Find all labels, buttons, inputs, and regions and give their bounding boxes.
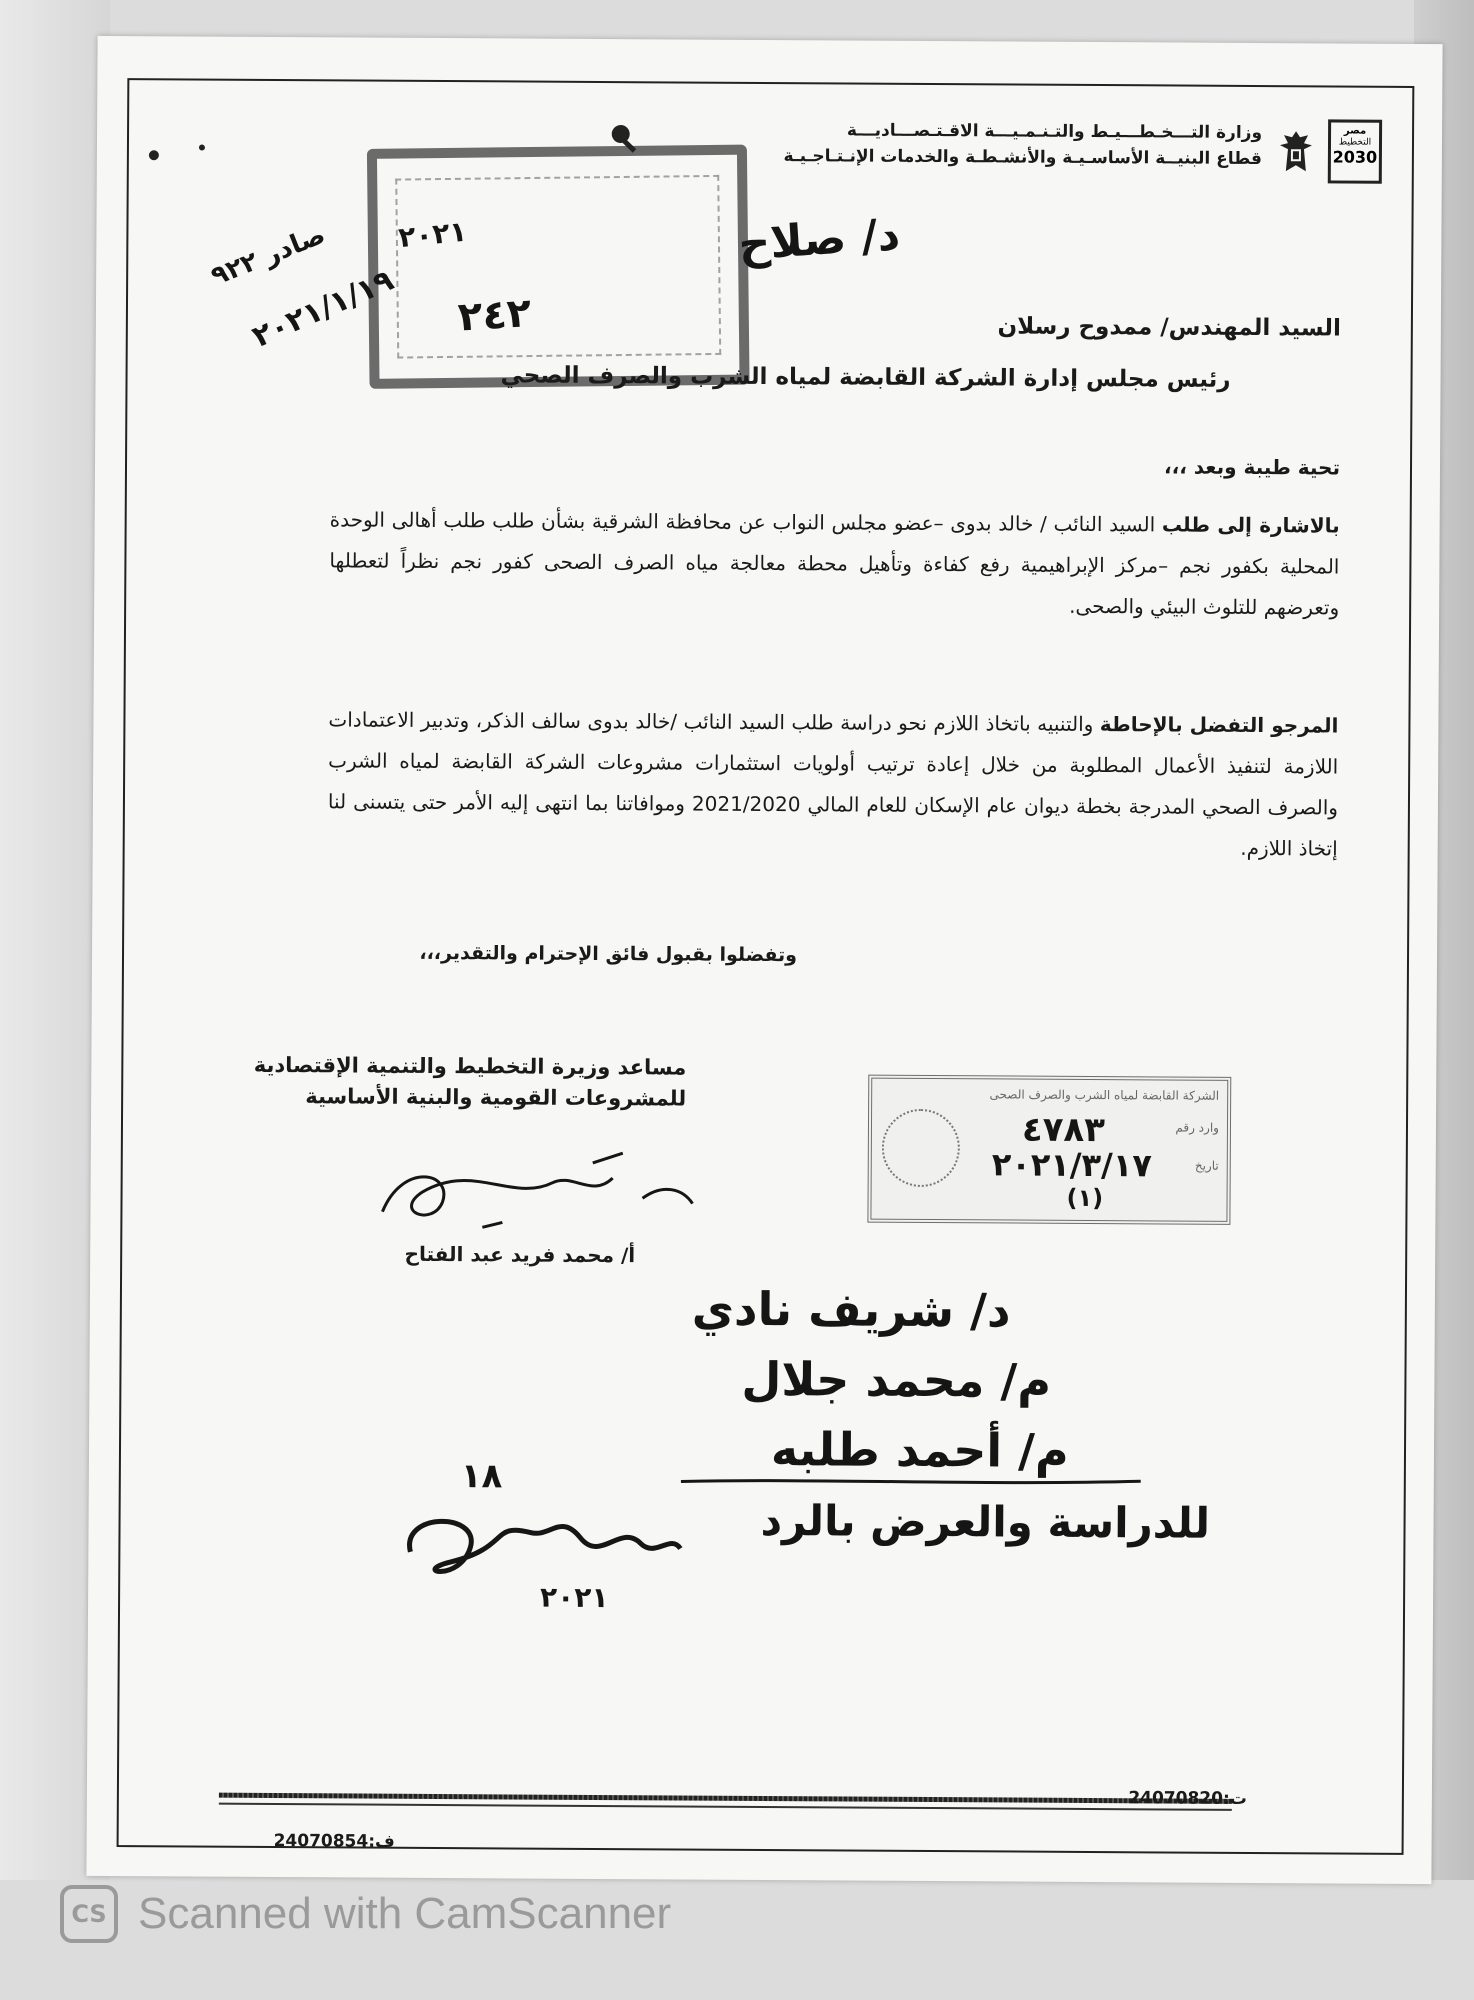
annotation-line-2: م/ محمد جلال [741,1351,1052,1408]
annotation-year: ٢٠٢١ [540,1580,609,1615]
body-paragraph-2 [328,699,1339,869]
paragraph-1-lead: بالاشارة إلى طلب [1161,512,1340,538]
stamp-key-icon [607,120,647,160]
body-paragraph-1 [329,499,1340,628]
stamp-handwritten-date: ٢٠٢١ [396,214,469,255]
fax-number: ف:24070854 [273,1831,395,1852]
recipient-role: رئيس مجلس إدارة الشركة القابضة لمياه الشرب والصرف الصحي [500,362,1231,393]
paragraph-2-lead: المرجو التفضل بالإحاطة [1099,712,1339,738]
stamp-date-value: ٢٠٢١/٣/١٧ [991,1145,1152,1185]
footer-divider-thin [219,1803,1232,1811]
stamp-number-label: وارد رقم [1175,1120,1220,1135]
stamp-handwritten-number: ٢٤٢ [456,290,533,341]
camscanner-watermark [60,1882,671,1946]
outgoing-stamp [367,145,750,389]
signatory-title-line2: للمشروعات القومية والبنية الأساسية [305,1084,687,1111]
logo-top-text: مصر [1343,125,1367,137]
handwritten-signature [362,1142,703,1234]
camscanner-text: Scanned with CamScanner [138,1889,672,1938]
received-stamp [867,1075,1231,1225]
document-page [86,36,1442,1884]
handwritten-greeting: د/ صلاح [736,209,902,271]
header-mark [149,150,159,160]
greeting: تحية طيبة وبعد ،،، [1163,454,1341,480]
header-mark-small [199,145,205,151]
page-frame [117,78,1415,1855]
camscanner-logo-icon: CS [60,1885,118,1943]
telephone-number: ت:24070820 [1128,1788,1247,1809]
annotation-underline [681,1475,1141,1488]
stamp-date-label: تاريخ [1194,1158,1219,1173]
stamp-number-value: ٤٧٨٣ [1021,1109,1106,1151]
annotation-line-3: م/ أحمد طلبه [770,1422,1069,1478]
logo-year-text: 2030 [1332,147,1378,167]
sector-name: قطاع البنيــة الأساسـيـة والأنشـطـة والخدمات الإنـتـاجـيـة [783,146,1262,170]
stamp-count: (١) [1066,1183,1104,1213]
stamp-inner-border [395,175,721,359]
stamp-company-name: الشركة القابضة لمياه الشرب والصرف الصحى [989,1087,1220,1103]
eagle-emblem-icon [1276,127,1316,177]
annotation-line-4: للدراسة والعرض بالرد [760,1495,1211,1548]
annotation-line-1: د/ شريف نادي [691,1281,1011,1338]
signatory-name: أ/ محمد فريد عبد الفتاح [404,1241,636,1268]
paragraph-1-text: السيد النائب / خالد بدوى –عضو مجلس النواب عن محافظة الشرقية بشأن طلب طلب أهالى الوحدة المحلية بكفور نجم –مركز الإبراهيمية رفع كفاءة وتأهيل محطة معالجة مياه الصرف الصحى كفور نجم نظراً لتعطلها وتعرضهم للتلوث البيئي والصحى. [329,507,1340,620]
egypt-2030-logo [1328,119,1382,183]
recipient-title: السيد المهندس/ ممدوح رسلان [997,313,1341,342]
ministry-name: وزارة التـــخـطـــيـط والتـنـمـيـــة الاقـتـصـــاديـــة [846,120,1263,144]
handwritten-ref-date: ٢٠٢١/١/١٩ [247,262,399,355]
annotation-day: ١٨ [460,1456,503,1497]
closing-line: وتفضلوا بقبول فائق الإحترام والتقدير،،، [419,941,798,967]
paragraph-2-text: والتنبيه باتخاذ اللازم نحو دراسة طلب السيد النائب /خالد بدوى سالف الذكر، وتدبير الاعتمادات اللازمة لتنفيذ الأعمال المطلوبة من خلال إعادة ترتيب أولويات استثمارات مشروعات الشركة القابضة لمياه الشرب والصرف الصحي المدرجة بخطة ديوان عام الإسكان للعام المالي 2021/2020 وموافاتنا بما انتهى إليه الأمر حتى يتسنى لنا إتخاذ اللازم. [327,707,1339,861]
footer-divider [219,1793,1232,1804]
handwritten-ref-number: صادر ٩٢٢ [206,219,330,293]
company-seal-icon [882,1109,960,1187]
logo-line-text: التخطيط [1338,137,1372,148]
signatory-title: مساعد وزيرة التخطيط والتنمية الإقتصادية [253,1052,687,1080]
